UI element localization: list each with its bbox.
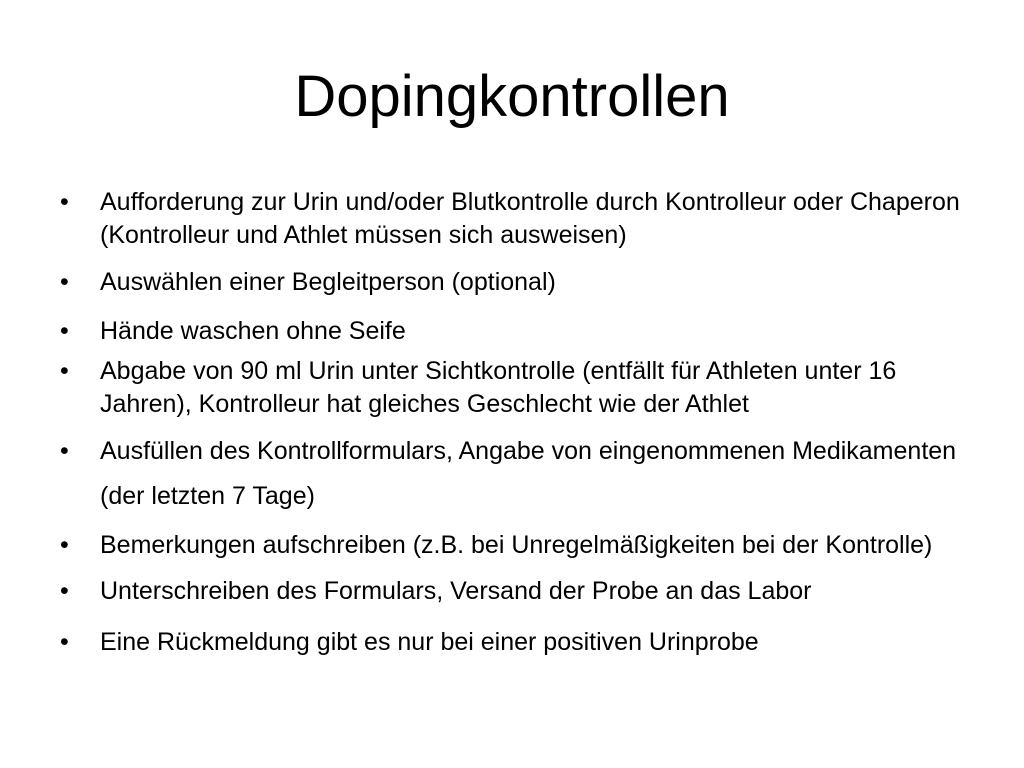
slide-title: Dopingkontrollen xyxy=(294,64,730,129)
list-item: • Auswählen einer Begleitperson (optional) xyxy=(60,266,980,299)
bullet-list xyxy=(60,186,980,659)
list-item: • Eine Rückmeldung gibt es nur bei einer positiven Urinprobe xyxy=(60,626,980,659)
list-item: • Hände waschen ohne Seife xyxy=(60,315,980,348)
list-item: • Unterschreiben des Formulars, Versand der Probe an das Labor xyxy=(60,575,980,608)
list-item: • Abgabe von 90 ml Urin unter Sichtkontrolle (entfällt für Athleten unter 16 Jahren), Kontrolleur hat gleiches Geschlecht wie der Athlet xyxy=(60,355,980,421)
list-item: • Aufforderung zur Urin und/oder Blutkontrolle durch Kontrolleur oder Chaperon (Kontrolleur und Athlet müssen sich ausweisen) xyxy=(60,186,980,252)
list-item: • Bemerkungen aufschreiben (z.B. bei Unregelmäßigkeiten bei der Kontrolle) xyxy=(60,529,980,562)
list-item: • Ausfüllen des Kontrollformulars, Angabe von eingenommenen Medikamenten (der letzten 7 Tage) xyxy=(60,429,980,519)
